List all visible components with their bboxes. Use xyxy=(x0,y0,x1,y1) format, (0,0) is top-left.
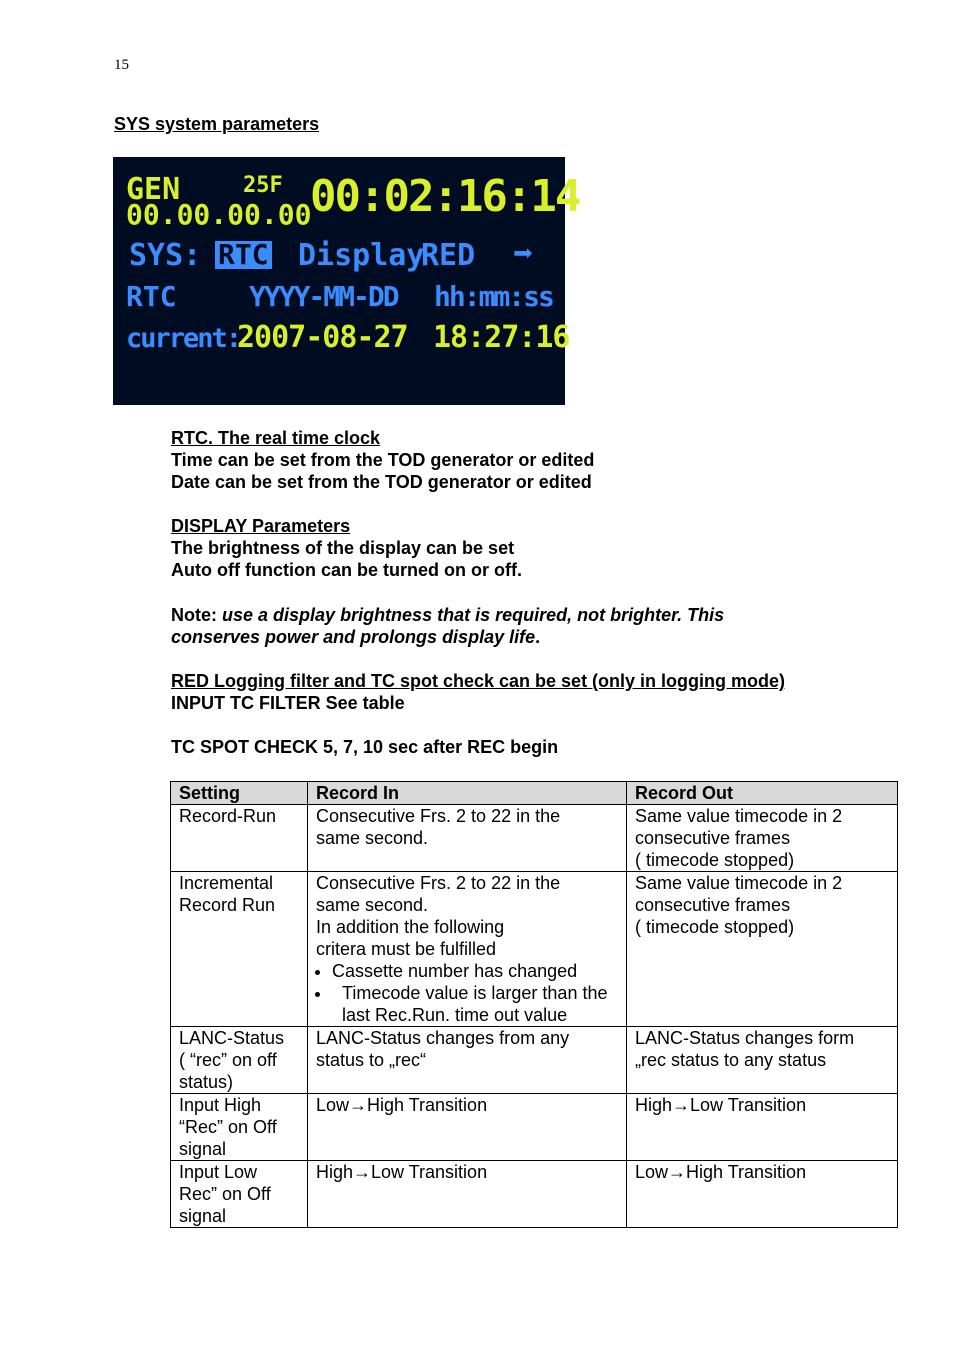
display-menu-item2: Display xyxy=(298,238,425,273)
cell-record-in: LANC-Status changes from any status to „rec“ xyxy=(308,1027,627,1094)
display-menu-label: SYS: xyxy=(129,238,202,273)
rtc-heading: RTC. The real time clock xyxy=(171,428,381,448)
display-params-line1: The brightness of the display can be set xyxy=(171,538,515,558)
header-record-in: Record In xyxy=(308,782,627,805)
rtc-line2: Date can be set from the TOD generator or edited xyxy=(171,472,592,492)
cell-setting: Record-Run xyxy=(171,805,308,872)
cell-setting: Input Low Rec” on Off signal xyxy=(171,1161,308,1228)
table-row xyxy=(171,805,898,872)
cell-record-out: Low→High Transition xyxy=(627,1161,898,1228)
display-time-format: hh:mm:ss xyxy=(434,280,553,313)
arrow-right-icon: ➡ xyxy=(513,234,534,274)
header-record-out: Record Out xyxy=(627,782,898,805)
header-setting: Setting xyxy=(171,782,308,805)
display-menu-item3: RED xyxy=(421,238,476,273)
cell-record-out: Same value timecode in 2 consecutive frames ( timecode stopped) xyxy=(627,872,898,1027)
table-row xyxy=(171,1161,898,1228)
page-number: 15 xyxy=(114,57,129,73)
device-display-image xyxy=(113,157,580,405)
rtc-line1: Time can be set from the TOD generator or edited xyxy=(171,450,595,470)
display-current-date: 2007-08-27 xyxy=(237,320,408,355)
display-rtc-label: RTC xyxy=(126,280,177,313)
display-date-format: YYYY-MM-DD xyxy=(249,280,398,313)
note-line1 xyxy=(171,604,724,626)
display-menu-selected: RTC xyxy=(215,241,272,269)
note-label: Note: xyxy=(171,605,217,625)
display-user-bits: 00.00.00.00 xyxy=(126,198,312,231)
display-current-time: 18:27:16 xyxy=(433,320,570,355)
cell-record-in: Consecutive Frs. 2 to 22 in the same second. xyxy=(308,805,627,872)
display-params-line2: Auto off function can be turned on or off. xyxy=(171,560,522,580)
display-current-label: current: xyxy=(126,323,241,354)
section-title: SYS system parameters xyxy=(114,114,320,134)
list-item: • Timecode value is larger than the last Rec.Run. time out value xyxy=(332,982,618,1026)
input-tc-filter-table xyxy=(170,781,898,1228)
note-line2 xyxy=(171,626,540,648)
display-params-heading: DISPLAY Parameters xyxy=(171,516,351,536)
criteria-list xyxy=(316,960,618,1026)
list-item: • Cassette number has changed xyxy=(332,960,618,982)
display-mode: GEN xyxy=(126,172,181,207)
cell-record-out: High→Low Transition xyxy=(627,1094,898,1161)
cell-record-in: Low→High Transition xyxy=(308,1094,627,1161)
display-fps: 25F xyxy=(243,173,283,198)
cell-setting: Input High “Rec” on Off signal xyxy=(171,1094,308,1161)
table-row xyxy=(171,1027,898,1094)
cell-record-in: High→Low Transition xyxy=(308,1161,627,1228)
display-timecode: 00:02:16:14 xyxy=(310,171,580,222)
note-text1: use a display brightness that is required, not brighter. This xyxy=(222,605,725,625)
table-row xyxy=(171,1094,898,1161)
cell-setting: Incremental Record Run xyxy=(171,872,308,1027)
red-line1: INPUT TC FILTER See table xyxy=(171,693,405,713)
note-text2: conserves power and prolongs display life xyxy=(171,627,536,647)
cell-record-out: LANC-Status changes form „rec status to any status xyxy=(627,1027,898,1094)
red-heading: RED Logging filter and TC spot check can be set (only in logging mode) xyxy=(171,671,786,691)
table-header-row xyxy=(171,782,898,805)
cell-setting: LANC-Status ( “rec” on off status) xyxy=(171,1027,308,1094)
cell-record-out: Same value timecode in 2 consecutive frames ( timecode stopped) xyxy=(627,805,898,872)
note-end: . xyxy=(535,627,541,647)
cell-record-in: Consecutive Frs. 2 to 22 in the same second. In addition the following critera must be fulfilled • Cassette number has changed • Timecode value is larger than the last Rec.Run. time out value xyxy=(308,872,627,1027)
table-row xyxy=(171,872,898,1027)
red-line2: TC SPOT CHECK 5, 7, 10 sec after REC begin xyxy=(171,737,559,757)
